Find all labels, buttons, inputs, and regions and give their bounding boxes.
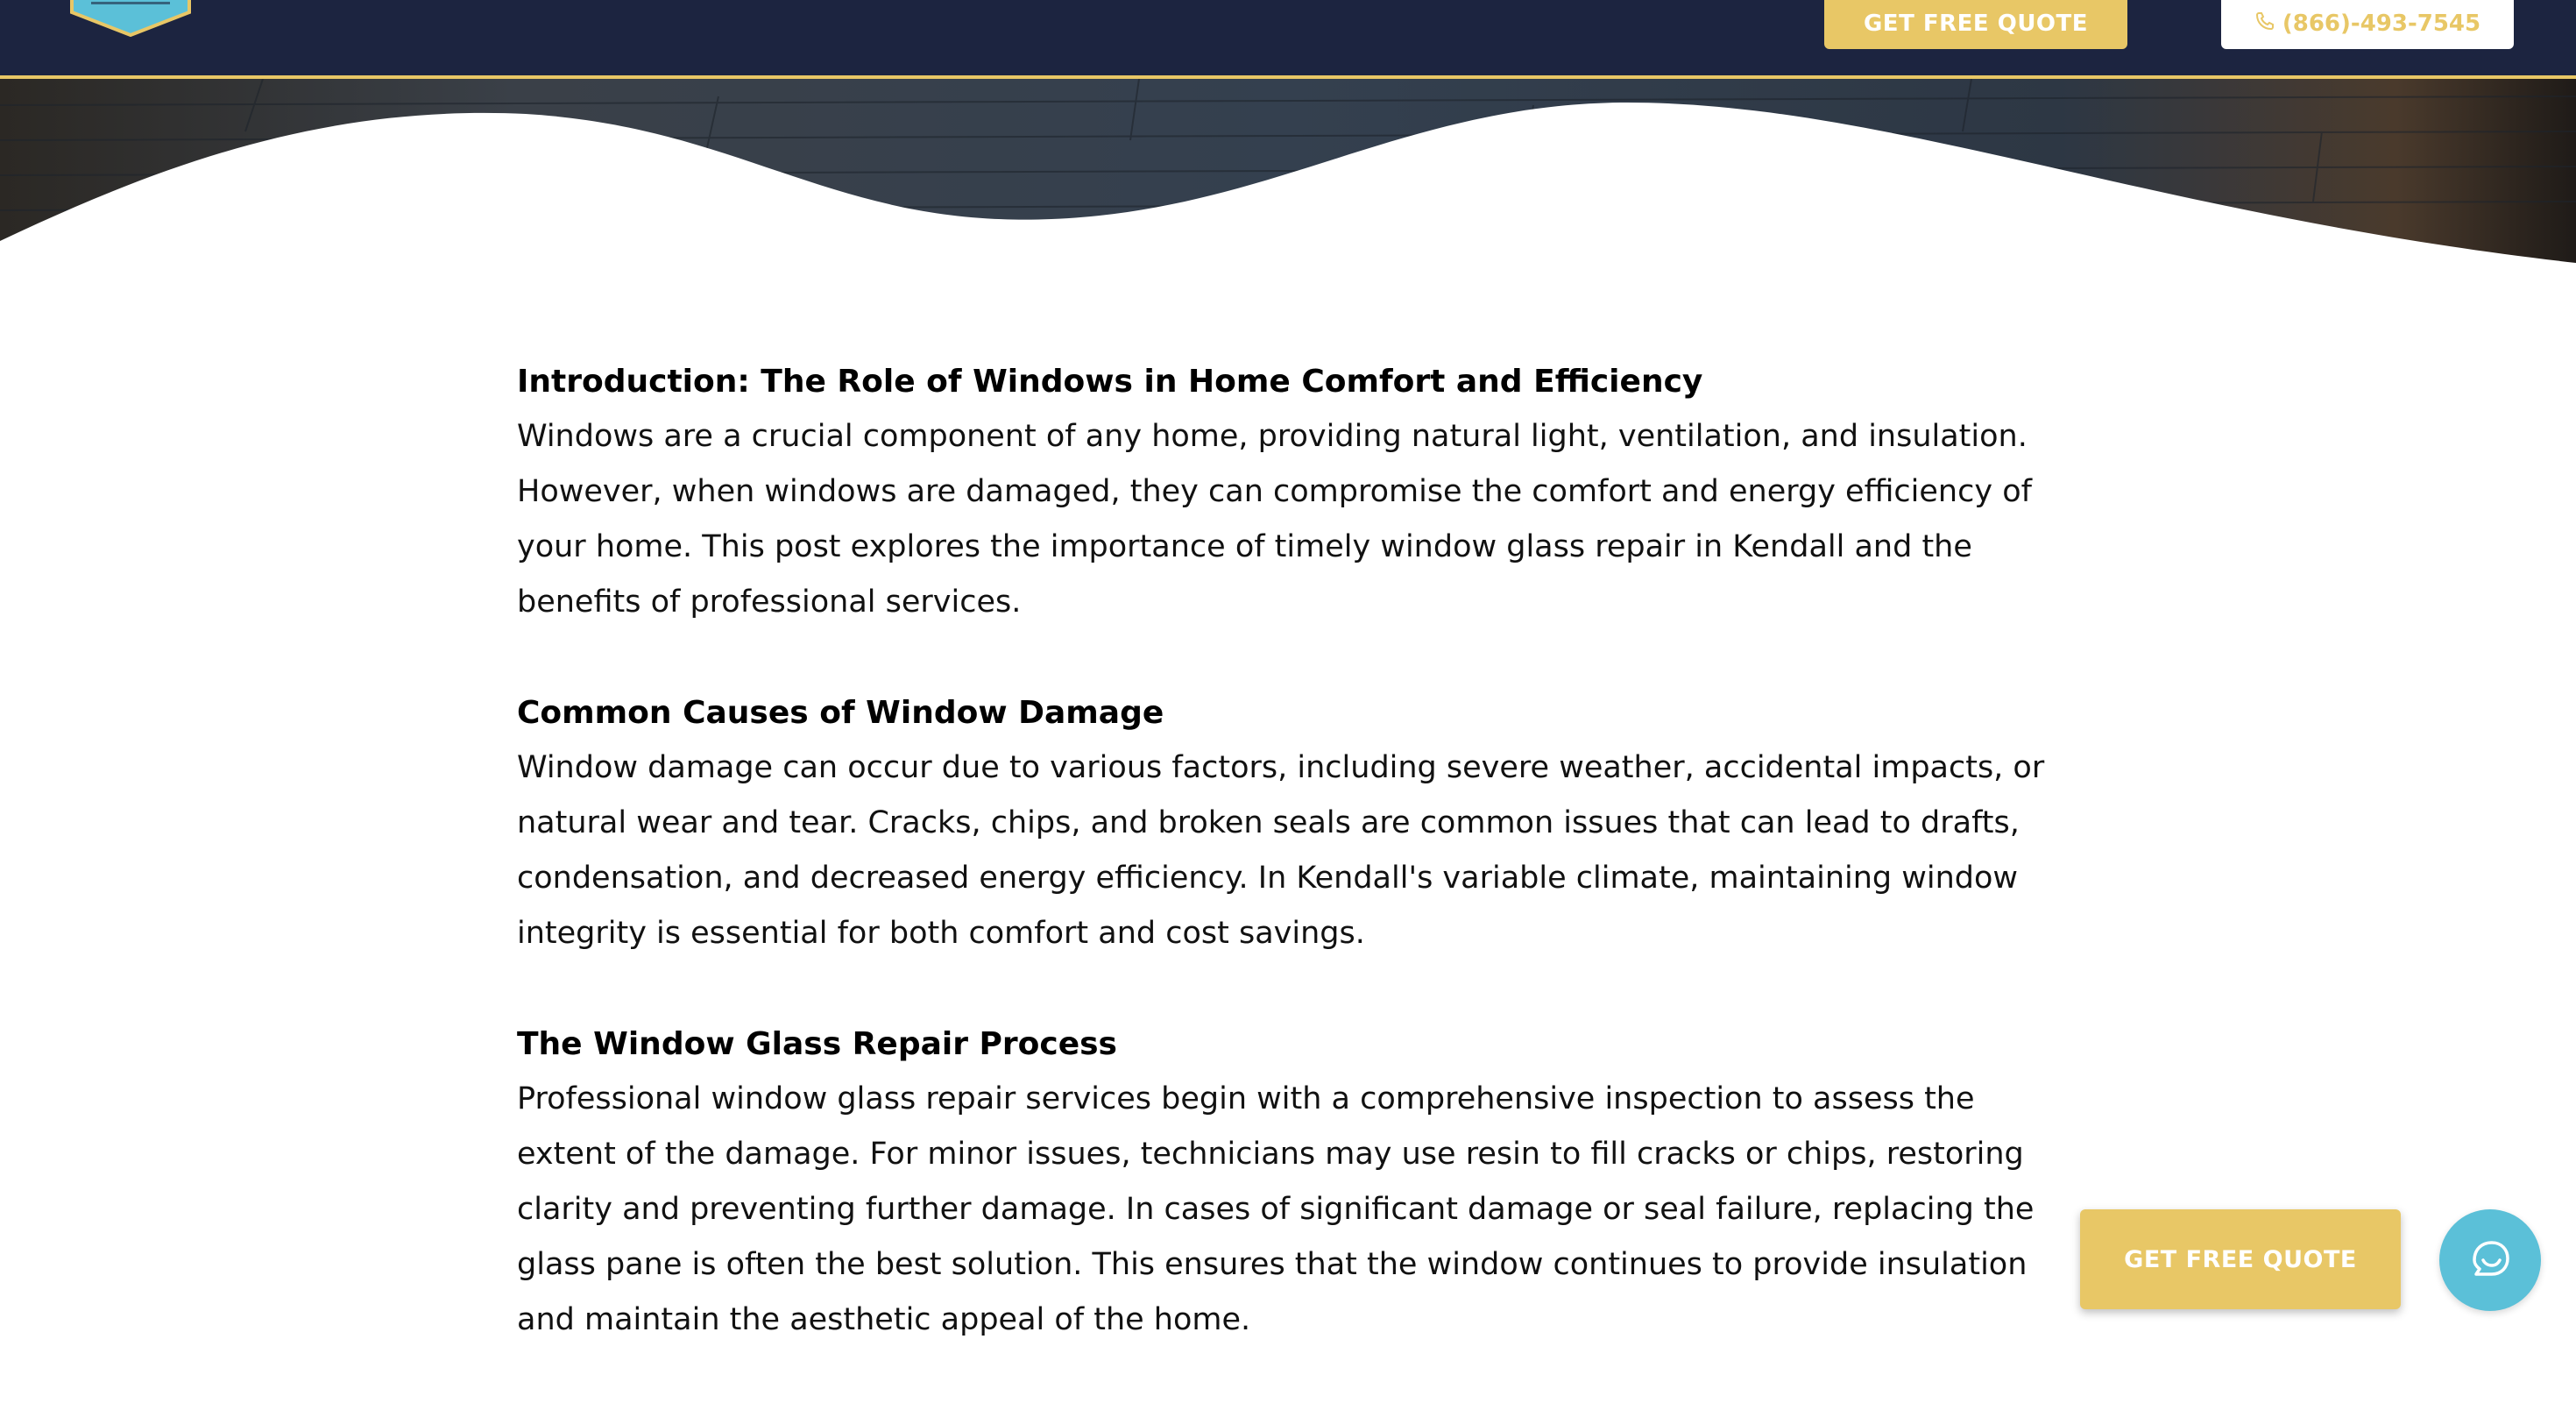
floating-get-quote-button[interactable]: GET FREE QUOTE: [2080, 1209, 2401, 1309]
article-section-repair-process: [517, 1017, 2077, 1348]
chat-icon: [2466, 1234, 2515, 1286]
section-heading: The Window Glass Repair Process: [517, 1026, 1117, 1062]
section-heading: Common Causes of Window Damage: [517, 695, 1164, 731]
chat-button[interactable]: [2439, 1209, 2541, 1311]
company-logo[interactable]: [67, 0, 195, 37]
phone-number: (866)-493-7545: [2282, 11, 2481, 37]
header-get-quote-button[interactable]: GET FREE QUOTE: [1824, 0, 2127, 49]
site-header: [0, 0, 2576, 79]
section-body: Window damage can occur due to various factors, including severe weather, accidental impacts, or natural wear and tear. Cracks, chips, and broken seals are common issues that can lead to drafts, condensation, and decreased energy efficiency. In Kendall's variable climate, maintaining window integrity is essential for both comfort and cost savings.: [517, 750, 2045, 951]
section-heading: Introduction: The Role of Windows in Home Comfort and Efficiency: [517, 364, 1703, 400]
article-section-causes: [517, 685, 2077, 961]
phone-icon: [2254, 11, 2275, 38]
header-phone-button[interactable]: [2221, 0, 2514, 49]
article-content: [517, 354, 2077, 1403]
section-body: Windows are a crucial component of any home, providing natural light, ventilation, and insulation. However, when windows are damaged, they can compromise the comfort and energy efficiency of your home. This post explores the importance of timely window glass repair in Kendall and the benefits of professional services.: [517, 419, 2032, 620]
hero-banner: [0, 79, 2576, 272]
article-section-introduction: [517, 354, 2077, 630]
section-body: Professional window glass repair services begin with a comprehensive inspection to assess the extent of the damage. For minor issues, technicians may use resin to fill cracks or chips, restoring clarity and preventing further damage. In cases of significant damage or seal failure, replacing the glass pane is often the best solution. This ensures that the window continues to provide insulation and maintain the aesthetic appeal of the home.: [517, 1081, 2035, 1337]
